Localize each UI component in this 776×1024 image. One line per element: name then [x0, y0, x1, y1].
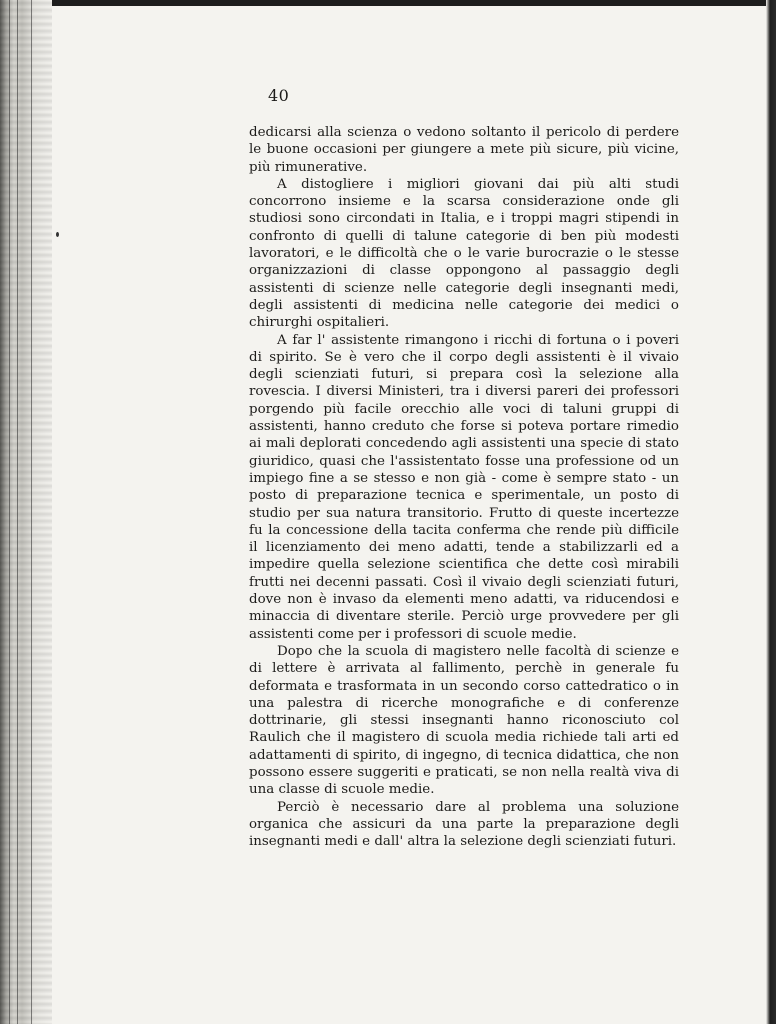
binding-line [17, 0, 18, 1024]
page-body [249, 124, 679, 850]
paragraph: A far l' assistente rimangono i ricchi di fortuna o i poveri di spirito. Se è vero che il corpo degli assistenti è il vivaio degli scienziati futuri, si prepara così la selezione alla rovescia. I diversi Ministeri, tra i diversi pareri dei professori porgendo più facile orecchio alle voci di taluni gruppi di assistenti, hanno creduto che forse si poteva portare rimedio ai mali deplorati concedendo agli assistenti una specie di stato giuridico, quasi che l'assistentato fosse una professione od un impiego fine a se stesso e non già - come è sempre stato - un posto di preparazione tecnica e sperimentale, un posto di studio per sua natura transitorio. Frutto di queste incertezze fu la concessione della tacita conferma che rende più difficile il licenziamento dei meno adatti, tende a stabilizzarli ed a impedire quella selezione scientifica che dette così mirabili frutti nei decenni passati. Così il vivaio degli scienziati futuri, dove non è invaso da elementi meno adatti, va riducendosi e minaccia di diventare sterile. Perciò urge provvedere per gli assistenti come per i professori di scuole medie. [249, 332, 679, 642]
paragraph: A distogliere i migliori giovani dai più alti studi concorrono insieme e la scarsa considerazione onde gli studiosi sono circondati in Italia, e i troppi magri stipendi in confronto di quelli di talune categorie di ben più modesti lavoratori, e le difficoltà che o le varie burocrazie o le stesse organizzazioni di classe oppongono al passaggio degli assistenti di scienze nelle categorie degli insegnanti medi, degli assistenti di medicina nelle categorie dei medici o chirurghi ospitalieri. [249, 176, 679, 331]
book-binding-edge [0, 0, 52, 1024]
paragraph: Dopo che la scuola di magistero nelle facoltà di scienze e di lettere è arrivata al fallimento, perchè in generale fu deformata e trasformata in un secondo corso cattedratico o in una palestra di ricerche monografiche e di conferenze dottrinarie, gli stessi insegnanti hanno riconosciuto col Raulich che il magistero di scuola media richiede tali arti ed adattamenti di spirito, di ingegno, di tecnica didattica, che non possono essere suggeriti e praticati, se non nella realtà viva di una classe di scuole medie. [249, 643, 679, 798]
binding-line [31, 0, 32, 1024]
page-number: 40 [268, 86, 290, 105]
scan-right-edge [766, 0, 776, 1024]
scan-speck [56, 232, 59, 237]
scan-top-edge [0, 0, 776, 6]
paragraph: dedicarsi alla scienza o vedono soltanto il pericolo di perdere le buone occasioni per giungere a mete più sicure, più vicine, più rimunerative. [249, 125, 679, 175]
binding-line [9, 0, 10, 1024]
paragraph: Perciò è necessario dare al problema una soluzione organica che assicuri da una parte la preparazione degli insegnanti medi e dall' altra la selezione degli scienziati futuri. [249, 799, 679, 850]
